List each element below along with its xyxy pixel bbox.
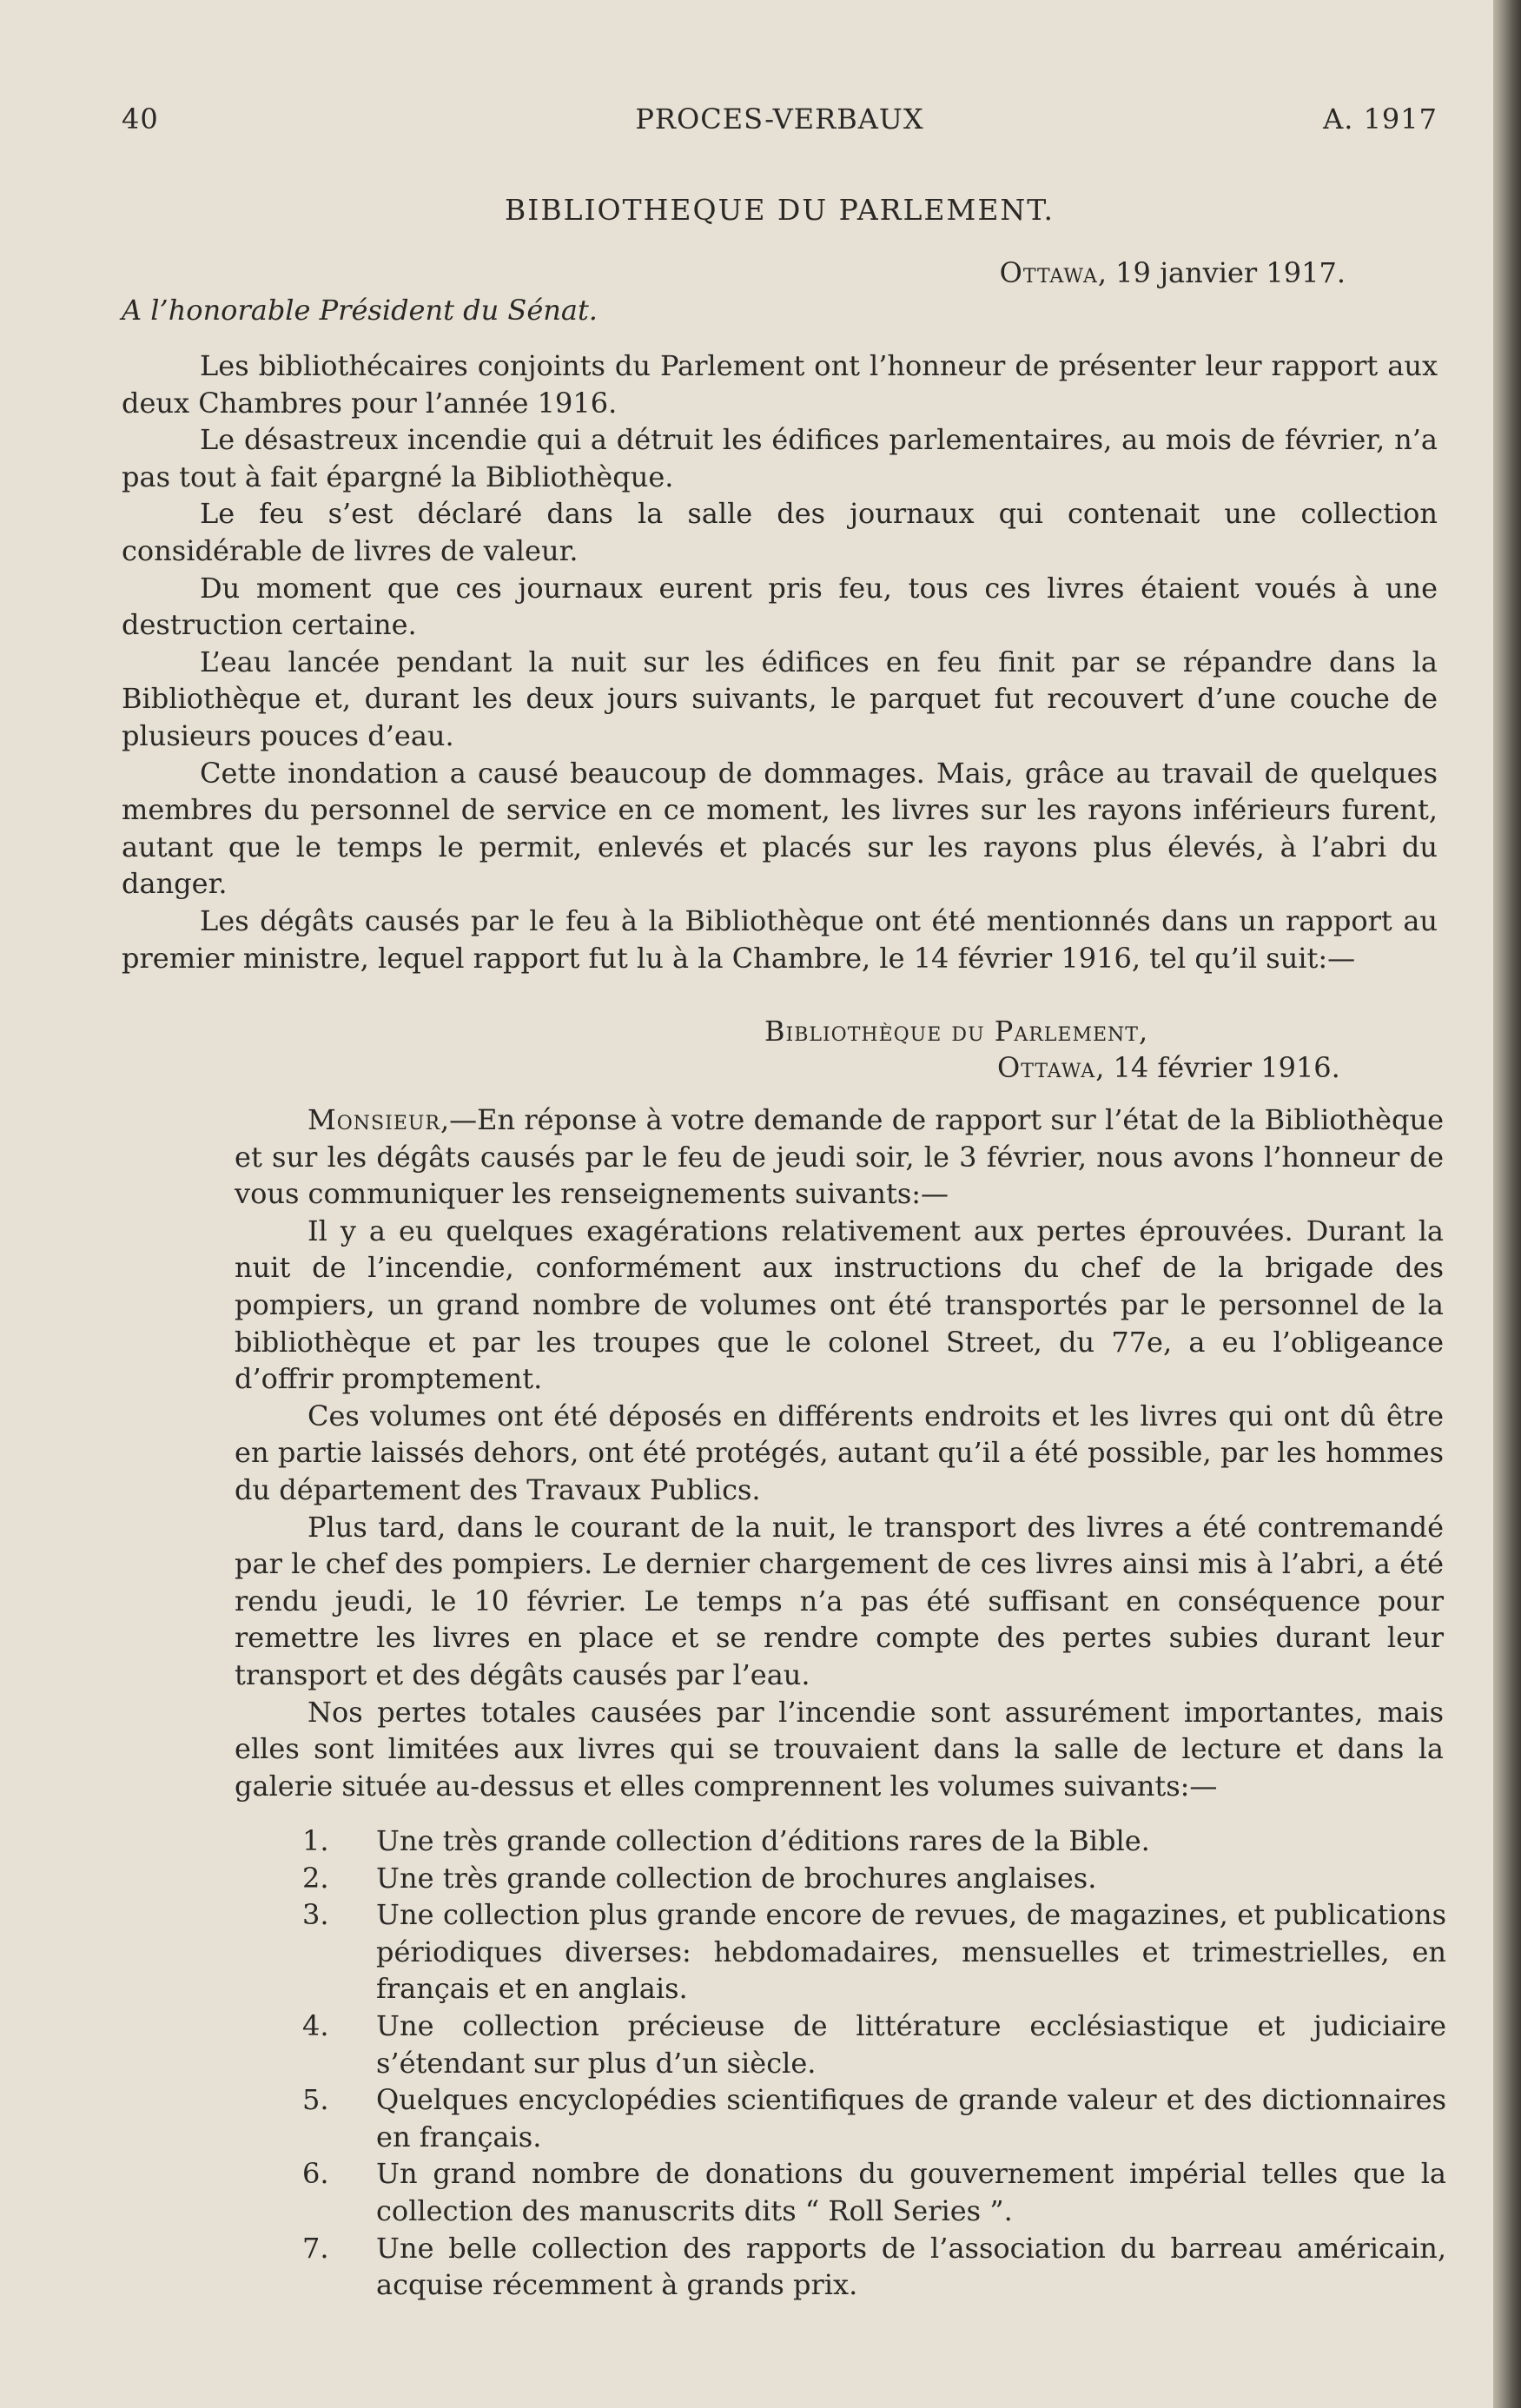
paragraph: Les dégâts causés par le feu à la Bibliothèque ont été mentionnés dans un rapport au premier ministre, lequel rapport fut lu à la Chambre, le 14 février 1916, tel qu’il suit:— <box>122 903 1438 975</box>
list-number: 6. <box>302 2157 329 2191</box>
book-spine-edge <box>1493 0 1521 2408</box>
dateline <box>1000 256 1346 289</box>
letter-paragraph: Ces volumes ont été déposés en différents endroits et les livres qui ont dû être en partie laissés dehors, ont été protégés, autant qu’il a été possible, par les hommes du département des Travaux Publics. <box>235 1399 1444 1506</box>
letter-heading-line1: Bibliothèque du Parlement, <box>764 1015 1149 1048</box>
letter-paragraph: Il y a eu quelques exagérations relativement aux pertes éprouvées. Durant la nuit de l’incendie, conformément aux instructions du chef de la brigade des pompiers, un grand nombre de volumes ont été transportés par le personnel de la bibliothèque et par les troupes que le colonel Street, du 77e, a eu l’obligeance d’offrir promptement. <box>235 1214 1444 1396</box>
paragraph: Cette inondation a causé beaucoup de dommages. Mais, grâce au travail de quelques membres du personnel de service en ce moment, les livres sur les rayons inférieurs furent, autant que le temps le permit, enlevés et placés sur les rayons plus élevés, à l’abri du danger. <box>122 756 1438 901</box>
list-item <box>295 1823 1446 1860</box>
letter-heading-line2 <box>997 1051 1340 1084</box>
list-item <box>295 1896 1446 2008</box>
list-item <box>295 2008 1446 2081</box>
list-text: Une très grande collection d’éditions rares de la Bible. <box>376 1824 1150 1857</box>
list-item <box>295 2081 1446 2155</box>
list-text: Une belle collection des rapports de l’association du barreau américain, acquise récemment à grands prix. <box>376 2231 1446 2302</box>
letter-body <box>235 1101 1444 1804</box>
losses-list <box>295 1823 1446 2304</box>
list-number: 1. <box>302 1824 329 1857</box>
paragraph: Du moment que ces journaux eurent pris feu, tous ces livres étaient voués à une destruction certaine. <box>122 571 1438 642</box>
list-item <box>295 2230 1446 2304</box>
running-header <box>122 103 1438 146</box>
list-text: Un grand nombre de donations du gouvernement impérial telles que la collection des manuscrits dits “ Roll Series ”. <box>376 2157 1446 2227</box>
header-title: PROCES-VERBAUX <box>635 103 924 136</box>
letter-heading-place: Ottawa <box>997 1051 1096 1084</box>
list-text: Quelques encyclopédies scientifiques de grande valeur et des dictionnaires en français. <box>376 2083 1446 2153</box>
dateline-date: , 19 janvier 1917. <box>1097 256 1346 289</box>
dateline-place: Ottawa <box>999 256 1098 289</box>
letter-paragraph: Plus tard, dans le courant de la nuit, le transport des livres a été contremandé par le chef des pompiers. Le dernier chargement de ces livres ainsi mis à l’abri, a été rendu jeudi, le 10 février. Le temps n’a pas été suffisant en conséquence pour remettre les livres en place et se rendre compte des pertes subies durant leur transport et des dégâts causés par l’eau. <box>235 1510 1444 1691</box>
list-number: 7. <box>302 2231 329 2265</box>
list-text: Une très grande collection de brochures anglaises. <box>376 1861 1097 1895</box>
list-number: 5. <box>302 2083 329 2117</box>
paragraph: L’eau lancée pendant la nuit sur les édifices en feu finit par se répandre dans la Bibliothèque et, durant les deux jours suivants, le parquet fut recouvert d’une couche de plusieurs pouces d’eau. <box>122 645 1438 752</box>
list-number: 3. <box>302 1898 329 1932</box>
letter-salutation: Monsieur <box>308 1103 440 1136</box>
section-title: BIBLIOTHEQUE DU PARLEMENT. <box>505 193 1055 227</box>
letter-paragraph <box>235 1101 1444 1213</box>
list-item <box>295 2155 1446 2229</box>
list-number: 2. <box>302 1861 329 1895</box>
letter-heading-date: , 14 février 1916. <box>1095 1051 1340 1084</box>
list-text: Une collection précieuse de littérature ecclésiastique et judiciaire s’étendant sur plus d’un siècle. <box>376 2008 1446 2080</box>
paragraph: Les bibliothécaires conjoints du Parlement ont l’honneur de présenter leur rapport aux deux Chambres pour l’année 1916. <box>122 349 1438 420</box>
paragraph: Le feu s’est déclaré dans la salle des journaux qui contenait une collection considérable de livres de valeur. <box>122 497 1438 567</box>
list-item <box>295 1860 1446 1897</box>
report-body <box>122 347 1438 976</box>
letter-paragraph-text: ,—En réponse à votre demande de rapport sur l’état de la Bibliothèque et sur les dégâts causés par le feu de jeudi soir, le 3 février, nous avons l’honneur de vous communiquer les renseignements suivants:— <box>235 1103 1444 1211</box>
salutation: A l’honorable Président du Sénat. <box>122 294 598 327</box>
page-number: 40 <box>122 103 159 136</box>
letter-paragraph: Nos pertes totales causées par l’incendie sont assurément importantes, mais elles sont limitées aux livres qui se trouvaient dans la salle de lecture et dans la galerie située au-dessus et elles comprennent les volumes suivants:— <box>235 1695 1444 1803</box>
list-number: 4. <box>302 2008 329 2042</box>
list-text: Une collection plus grande encore de revues, de magazines, et publications périodiques diverses: hebdomadaires, mensuelles et trimestrielles, en français et en anglais. <box>376 1898 1446 2006</box>
header-year: A. 1917 <box>1323 103 1438 136</box>
letter-heading <box>0 1008 1521 1086</box>
paragraph: Le désastreux incendie qui a détruit les édifices parlementaires, au mois de février, n’a pas tout à fait épargné la Bibliothèque. <box>122 423 1438 493</box>
